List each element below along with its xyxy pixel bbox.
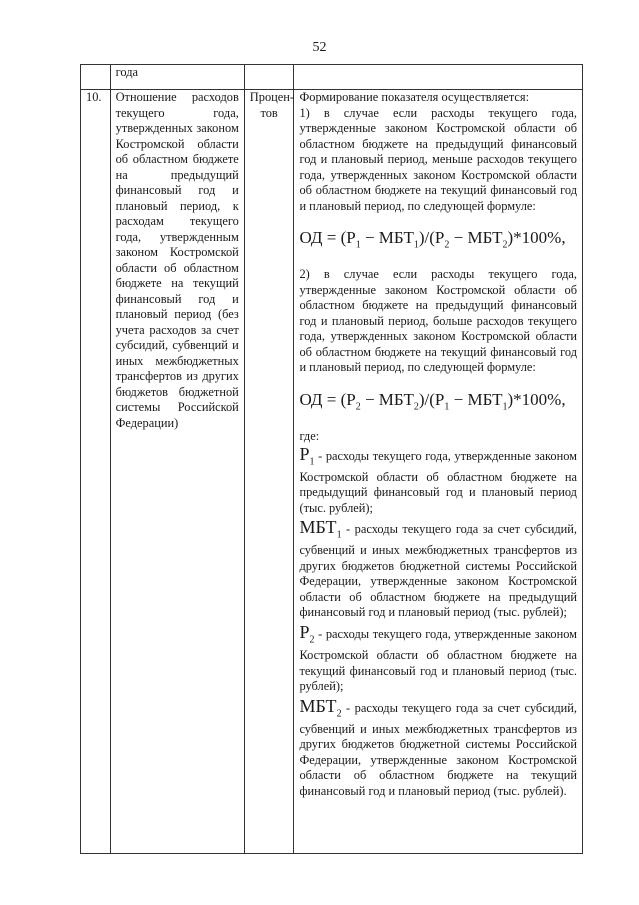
definition-p2: $Р_2$ - расходы текущего года, утвержденные законом Костромской области об областном бюджете на текущий финансовый год и плановый период (тыс. рублей); [299, 621, 577, 694]
method-case-2: 2) в случае если расходы текущего года, утвержденные законом Костромской области об областном бюджете на предыдущий финансовый год и плановый период, больше расходов текущего года, утвержденных законом Костромской области об областном бюджете на текущий финансовый год и плановый период, по следующей формуле: [299, 267, 577, 375]
cell-name: Отношение расходов текущего года, утвержденных законом Костромской области об областном бюджете на предыдущий финансовый год и плановый период, к расходам текущего года, утвержденным законом Костромской области об областном бюджете на текущий финансовый год и плановый период (без учета расходов за счет субсидий, субвенций и иных межбюджетных трансфертов из других бюджетов бюджетной системы Российской Федерации) [110, 90, 244, 854]
cell-unit: Процен-тов [244, 90, 294, 854]
cell-method [294, 65, 583, 90]
cell-name: года [110, 65, 244, 90]
table-row [81, 90, 583, 854]
cell-number [81, 65, 111, 90]
method-case-1: 1) в случае если расходы текущего года, утвержденные законом Костромской области об областном бюджете на предыдущий финансовый год и плановый период, меньше расходов текущего года, утвержденных законом Костромской области об областном бюджете на текущий финансовый год и плановый период, по следующей формуле: [299, 105, 577, 213]
definition-p1: $Р_1$ - расходы текущего года, утвержденные законом Костромской области об областном бюджете на предыдущий финансовый год и плановый период (тыс. рублей); [299, 443, 577, 515]
cell-method [294, 90, 583, 854]
cell-unit [244, 65, 294, 90]
cell-number: 10. [81, 90, 111, 854]
where-label: где: [299, 429, 320, 444]
method-intro: Формирование показателя осуществляется: [299, 90, 530, 104]
formula-1: ОД = $(Р_1 - МБТ_1)/(Р_2 - МБТ_2)*100\%$, [299, 228, 566, 251]
definition-mbt1: $МБТ_1$ - расходы текущего года за счет субсидий, субвенций и иных межбюджетных трансфертов из других бюджетов бюджетной системы Российской Федерации, утвержденные законом Костромской области об областном бюджете на предыдущий финансовый год и плановый период (тыс. рублей); [299, 517, 577, 620]
page-number: 52 [312, 40, 327, 55]
indicators-table [80, 64, 583, 854]
formula-2: ОД = $(Р_2 - МБТ_2)/(Р_1 - МБТ_1)*100\%$, [299, 389, 566, 413]
table-row [81, 65, 583, 90]
definition-mbt2: $МБТ_2$ - расходы текущего года за счет субсидий, субвенций и иных межбюджетных трансфертов из других бюджетов бюджетной системы Российской Федерации, утвержденные законом Костромской области об областном бюджете на текущий финансовый год и плановый период (тыс. рублей). [299, 695, 577, 798]
